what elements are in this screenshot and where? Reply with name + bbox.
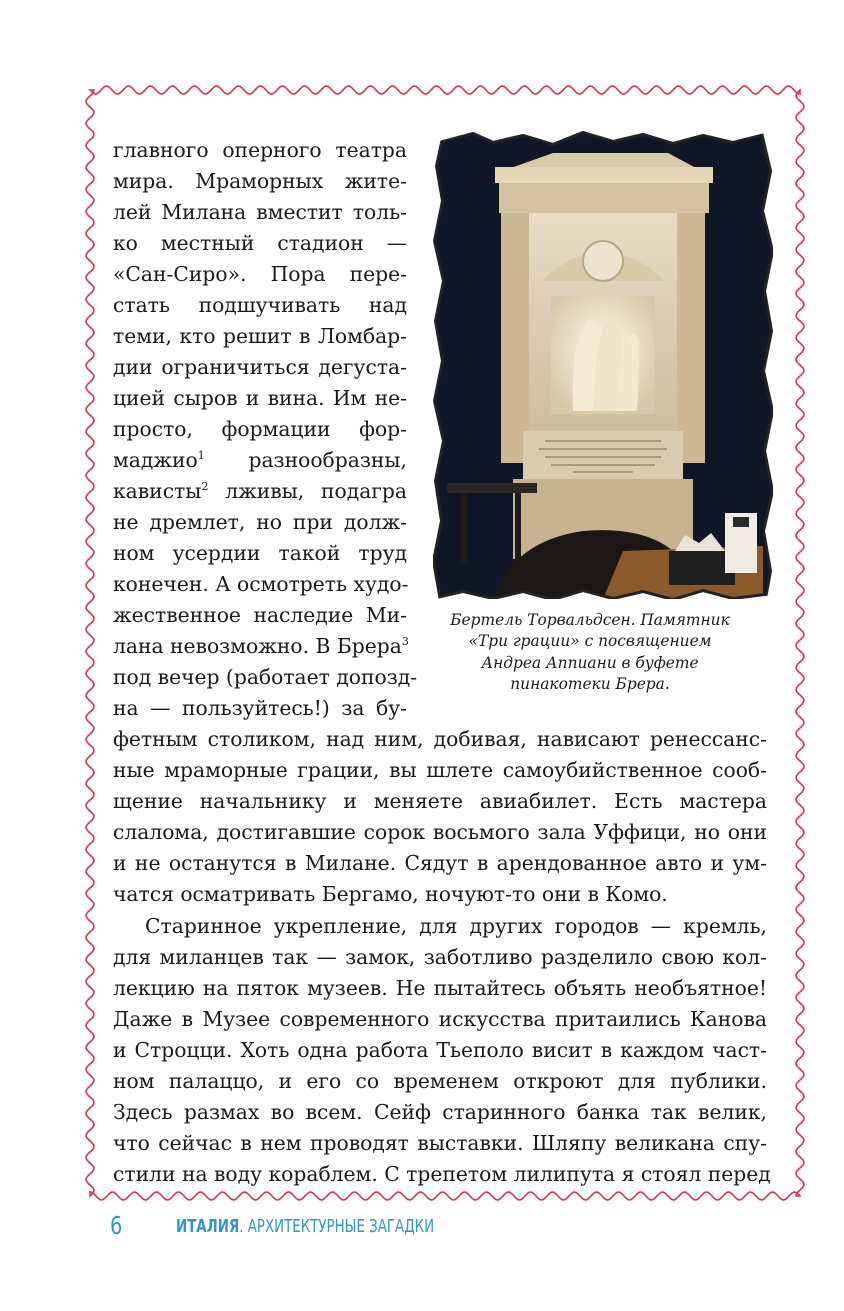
caption-line: пинакотеки Брера.	[510, 674, 670, 693]
footnote-mark: 3	[401, 635, 409, 648]
text-line: конечен. А осмотреть худо-	[113, 572, 409, 596]
footnote-mark: 1	[197, 449, 205, 462]
caption-line: «Три грации» с посвящением	[468, 632, 712, 651]
text-line: лекцию на пяток музеев. Не пытайтесь объять необъятное!	[113, 976, 767, 1000]
text-line: ном усердии такой труд	[113, 541, 407, 565]
text-fragment: лживы, подагра	[225, 479, 407, 503]
text-line: фетным столиком, над ним, добивая, нависают ренессанс-	[113, 727, 767, 751]
text-line	[113, 631, 407, 662]
text-line: стили на воду кораблем. С трепетом лилипута я стоял перед	[113, 1162, 771, 1186]
photo-caption	[432, 610, 748, 695]
text-line: под вечер (работает допозд-	[113, 665, 418, 689]
text-line: ко местный стадион —	[113, 231, 407, 255]
text-line: Даже в Музее современного искусства притаились Канова	[113, 1007, 767, 1031]
text-line: жественное наследие Ми-	[113, 603, 407, 627]
text-line	[113, 476, 407, 507]
text-line: и Строцци. Хоть одна работа Тьеполо висит в каждом част-	[113, 1038, 767, 1062]
text-line: щение начальнику и меняете авиабилет. Есть мастера	[113, 789, 767, 813]
photo-illustration	[433, 131, 773, 599]
caption-line: Бертель Торвальдсен. Памятник	[450, 611, 730, 629]
text-line: лей Милана вместит толь-	[113, 200, 407, 224]
text-line	[113, 445, 407, 476]
text-line: ном палаццо, и его со временем откроют для публики.	[113, 1069, 767, 1093]
text-line: что сейчас в нем проводят выставки. Шляпу великана спу-	[113, 1131, 767, 1155]
photo-three-graces-monument	[433, 131, 773, 599]
text-fragment: разнообразны,	[248, 448, 407, 472]
text-line: для миланцев так — замок, заботливо разделило свою кол-	[113, 945, 767, 969]
text-line: дии ограничиться дегуста-	[113, 355, 407, 379]
text-line: слалома, достигавшие сорок восьмого зала Уффици, но они	[113, 820, 767, 844]
text-line: стать подшучивать над	[113, 293, 407, 317]
text-line: главного оперного театра	[113, 138, 407, 162]
text-line: на — пользуйтесь!) за бу-	[113, 696, 407, 720]
text-line: и не останутся в Милане. Сядут в арендованное авто и ум-	[113, 851, 767, 875]
text-line: просто, формации фор-	[113, 417, 407, 441]
text-fragment: маджио$^1$	[113, 448, 205, 472]
running-title	[176, 1217, 434, 1237]
text-line: «Сан-Сиро». Пора пере-	[113, 262, 407, 286]
text-fragment: лана невозможно. В Брера$^3$	[113, 634, 409, 658]
caption-line: Андреа Аппиани в буфете	[481, 653, 699, 672]
footnote-mark: 2	[201, 480, 209, 493]
running-title-bold: ИТАЛИЯ	[176, 1217, 240, 1237]
text-line: ные мраморные грации, вы шлете самоубийственное сооб-	[113, 758, 767, 782]
page-number: 6	[110, 1211, 123, 1240]
text-line: Здесь размах во всем. Сейф старинного банка так велик,	[113, 1100, 767, 1124]
text-line: Старинное укрепление, для других городов — кремль,	[145, 914, 767, 938]
running-title-rest: . АРХИТЕКТУРНЫЕ ЗАГАДКИ	[239, 1217, 435, 1237]
text-line: чатся осматривать Бергамо, ночуют-то они в Комо.	[113, 882, 668, 906]
text-line: мира. Мраморных жите-	[113, 169, 407, 193]
text-line: цией сыров и вина. Им не-	[113, 386, 407, 410]
text-line: теми, кто решит в Ломбар-	[113, 324, 407, 348]
text-fragment: кависты$^2$	[113, 479, 209, 503]
text-line: не дремлет, но при долж-	[113, 510, 407, 534]
